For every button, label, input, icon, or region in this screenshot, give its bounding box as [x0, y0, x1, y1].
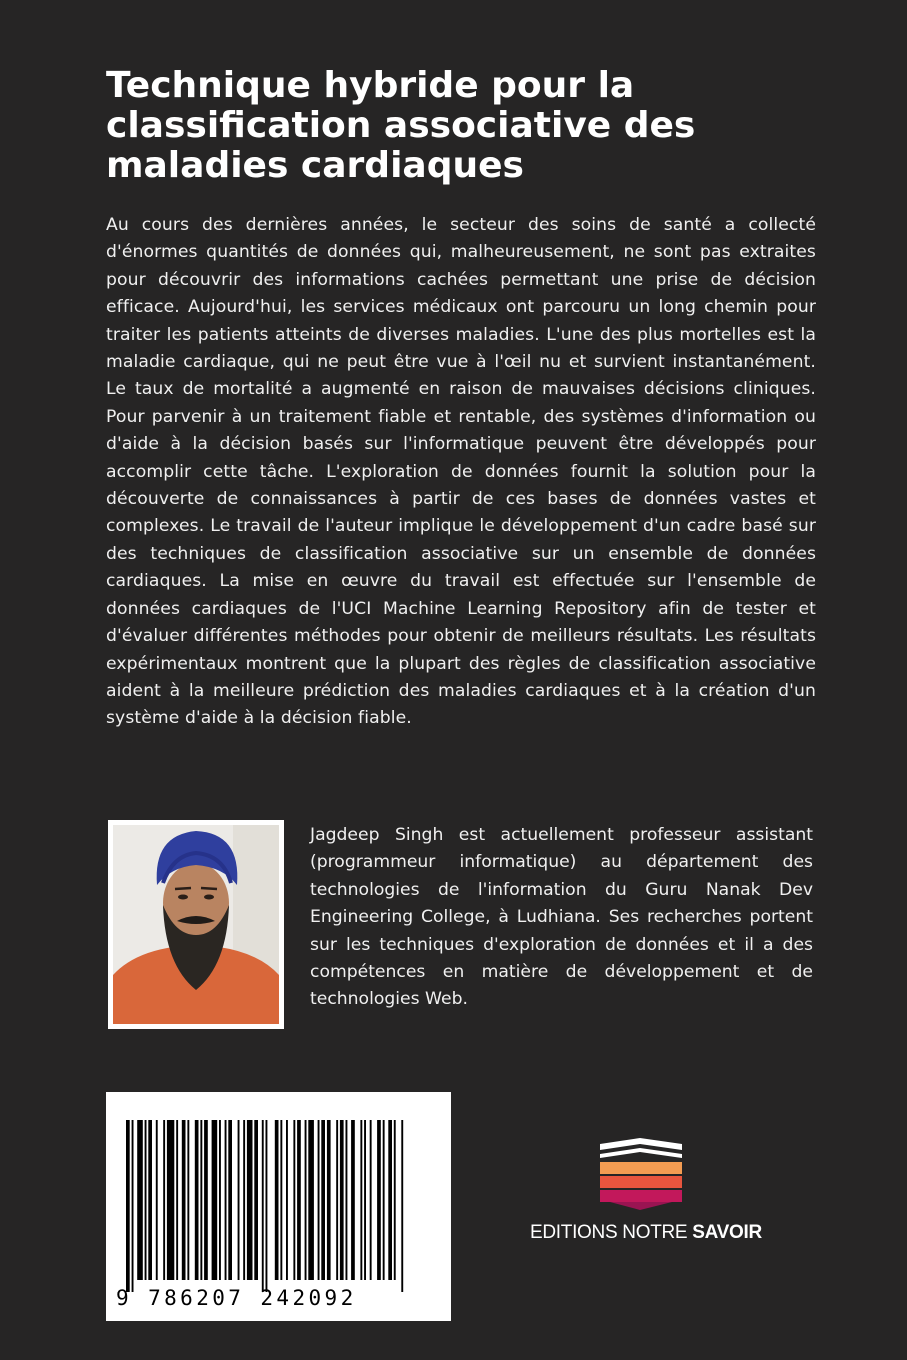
- barcode-bar: [360, 1120, 362, 1280]
- barcode-bar: [182, 1120, 186, 1280]
- barcode-bar: [321, 1120, 325, 1280]
- barcode-bar: [247, 1120, 253, 1280]
- barcode-bar: [243, 1120, 245, 1280]
- publisher-name: [530, 1222, 762, 1244]
- barcode-bar: [340, 1120, 344, 1280]
- barcode-bar: [176, 1120, 178, 1280]
- publisher-name-bold: SAVOIR: [692, 1222, 762, 1243]
- barcode-bar: [219, 1120, 221, 1280]
- barcode-bar: [280, 1120, 282, 1280]
- isbn-barcode: [106, 1092, 451, 1321]
- barcode-bar: [318, 1120, 320, 1280]
- book-title: Technique hybride pour la classification associative des maladies cardiaques: [106, 65, 696, 186]
- barcode-bar: [388, 1120, 392, 1280]
- barcode-bar: [394, 1120, 396, 1280]
- barcode-bar: [364, 1120, 366, 1280]
- barcode-bar: [156, 1120, 158, 1280]
- author-photo: [108, 820, 284, 1029]
- barcode-bar: [204, 1120, 208, 1280]
- barcode-bar: [225, 1120, 227, 1280]
- publisher-logo: [530, 1136, 762, 1246]
- barcode-bar: [327, 1120, 331, 1280]
- barcode-bar: [401, 1120, 403, 1292]
- barcode-bar: [167, 1120, 174, 1280]
- publisher-name-regular: EDITIONS NOTRE: [530, 1222, 693, 1243]
- author-bio: Jagdeep Singh est actuellement professeur assistant (programmeur informatique) au département des technologies de l'information du Guru Nanak Dev Engineering College, à Ludhiana. Ses recherches portent sur les techniques d'exploration de données et il a des compétences en matière de développement et de technologies Web.: [310, 825, 813, 1010]
- barcode-bar: [137, 1120, 143, 1280]
- barcode-bar: [212, 1120, 218, 1280]
- barcode-bar: [305, 1120, 307, 1280]
- barcode-bar: [336, 1120, 338, 1280]
- barcode-bar: [254, 1120, 258, 1280]
- barcode-bar: [187, 1120, 189, 1280]
- book-abstract: Au cours des dernières années, le secteur des soins de santé a collecté d'énormes quantités de données qui, malheureusement, ne sont pas extraites pour découvrir des informations cachées permettant une prise de décision efficace. Aujourd'hui, les services médicaux ont parcouru un long chemin pour traiter les patients atteints de diverses maladies. L'une des plus mortelles est la maladie cardiaque, qui ne peut être vue à l'œil nu et survient instantanément. Le taux de mortalité a augmenté en raison de mauvaises décisions cliniques. Pour parvenir à un traitement fiable et rentable, des systèmes d'information ou d'aide à la décision basés sur l'informatique peuvent être développés pour accomplir cette tâche. L'exploration de données fournit la solution pour la découverte de connaissances à partir de ces bases de données vastes et complexes. Le travail de l'auteur implique le développement d'un cadre basé sur des techniques de classification associative sur un ensemble de données cardiaques. La mise en œuvre du travail est effectuée sur l'ensemble de données cardiaques de l'UCI Machine Learning Repository afin de tester et d'évaluer différentes méthodes pour obtenir de meilleurs résultats. Les résultats expérimentaux montrent que la plupart des règles de classification associative aident à la meilleure prédiction des maladies cardiaques et à la création d'un système d'aide à la décision fiable.: [106, 215, 816, 729]
- barcode-bar: [370, 1120, 372, 1280]
- barcode-bar: [293, 1120, 295, 1280]
- barcode-bar: [383, 1120, 385, 1280]
- barcode-bar: [148, 1120, 152, 1280]
- barcode-bar: [275, 1120, 279, 1280]
- isbn-number: 9 786207 242092: [116, 1286, 357, 1310]
- barcode-bar: [377, 1120, 381, 1280]
- book-stack-icon: [596, 1136, 686, 1216]
- barcode-bar: [308, 1120, 314, 1280]
- barcode-bar: [200, 1120, 202, 1280]
- barcode-bar: [228, 1120, 232, 1280]
- barcode-bar: [297, 1120, 301, 1280]
- barcode-bar: [286, 1120, 288, 1280]
- barcode-bar: [262, 1120, 264, 1292]
- barcode-bar: [351, 1120, 355, 1280]
- barcode-bar: [126, 1120, 130, 1292]
- barcode-bar: [346, 1120, 348, 1280]
- barcode-bar: [266, 1120, 268, 1292]
- barcode-bar: [195, 1120, 199, 1280]
- barcode-bar: [238, 1120, 240, 1280]
- barcode-bar: [145, 1120, 147, 1280]
- barcode-bar: [132, 1120, 134, 1292]
- barcode-bar: [163, 1120, 165, 1280]
